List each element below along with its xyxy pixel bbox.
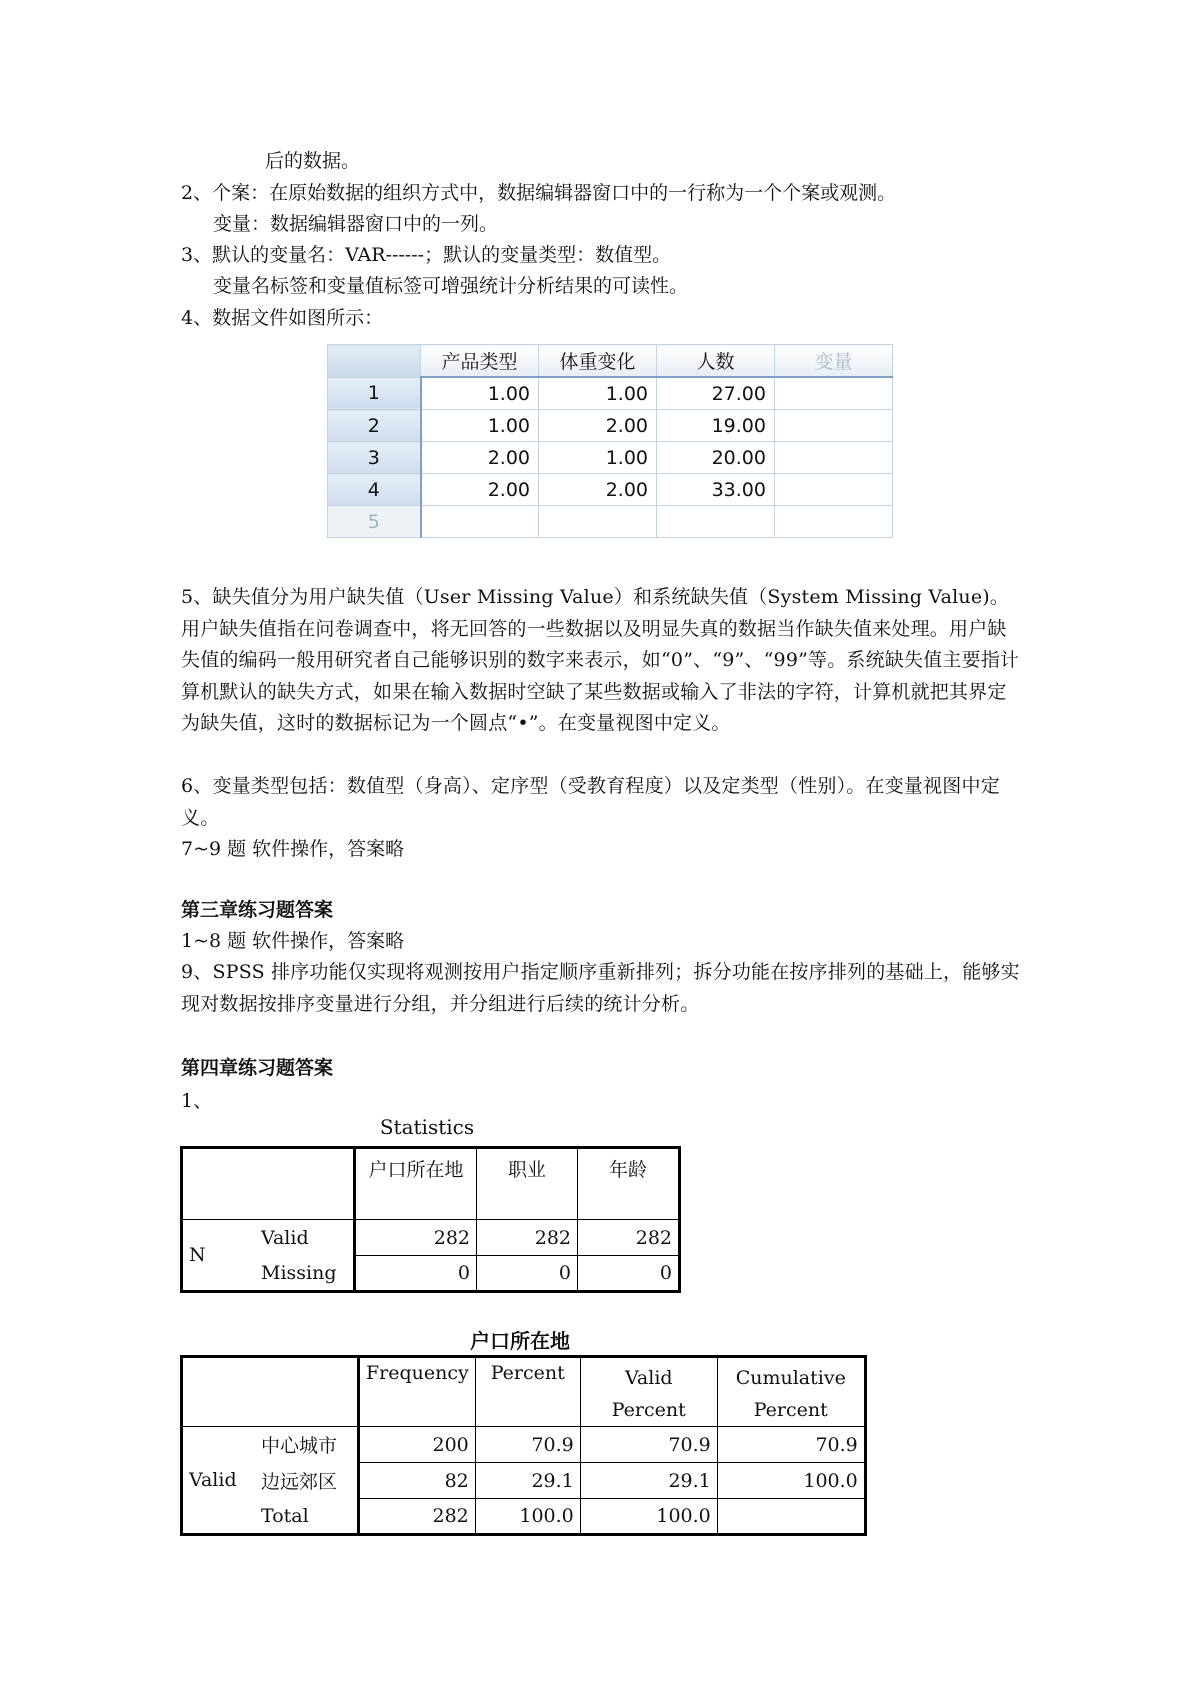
freq-row-label: 中心城市 bbox=[255, 1427, 359, 1463]
column-header: 产品类型 bbox=[421, 345, 539, 378]
chapter-heading: 第三章练习题答案 bbox=[181, 899, 334, 921]
grid-cell: 2.00 bbox=[539, 410, 657, 442]
text-line: 1、 bbox=[181, 1090, 213, 1112]
grid-cell-empty bbox=[775, 474, 893, 506]
stat-n-label: N bbox=[182, 1220, 256, 1292]
grid-cell: 2.00 bbox=[539, 474, 657, 506]
row-number: 2 bbox=[328, 410, 421, 442]
text-line: 变量名标签和变量值标签可增强统计分析结果的可读性。 bbox=[213, 275, 689, 297]
freq-row-label: 边远郊区 bbox=[255, 1463, 359, 1499]
grid-row bbox=[328, 410, 893, 442]
column-header: 体重变化 bbox=[539, 345, 657, 378]
freq-cell: 29.1 bbox=[475, 1463, 580, 1499]
grid-cell: 1.00 bbox=[539, 377, 657, 410]
grid-cell: 33.00 bbox=[657, 474, 775, 506]
freq-cell: 70.9 bbox=[717, 1427, 865, 1463]
stat-corner bbox=[182, 1148, 355, 1220]
text-line: 4、数据文件如图所示： bbox=[181, 307, 384, 329]
grid-cell: 1.00 bbox=[421, 377, 539, 410]
freq-row bbox=[182, 1427, 866, 1463]
stat-col-header: 年龄 bbox=[578, 1148, 680, 1220]
stat-cell: 0 bbox=[477, 1256, 578, 1292]
text-line: 3、默认的变量名：VAR------；默认的变量类型：数值型。 bbox=[181, 244, 672, 266]
grid-row-empty bbox=[328, 506, 893, 538]
freq-col-header: Cumulative Percent bbox=[717, 1357, 865, 1427]
freq-cell: 100.0 bbox=[717, 1463, 865, 1499]
grid-cell-empty bbox=[539, 506, 657, 538]
stat-row-valid bbox=[182, 1220, 680, 1256]
grid-cell-empty bbox=[775, 377, 893, 410]
stat-row-missing bbox=[182, 1256, 680, 1292]
statistics-table bbox=[180, 1146, 681, 1293]
freq-cell: 282 bbox=[359, 1499, 476, 1535]
frequency-table bbox=[180, 1355, 867, 1536]
grid-cell: 19.00 bbox=[657, 410, 775, 442]
freq-group-label: Valid bbox=[182, 1427, 256, 1535]
paragraph-sort-split: 9、SPSS 排序功能仅实现将观测按用户指定顺序重新排列；拆分功能在按序排列的基础上，能够实现对数据按排序变量进行分组，并分组进行后续的统计分析。 bbox=[181, 961, 1020, 1015]
grid-corner bbox=[328, 345, 421, 378]
freq-cell: 100.0 bbox=[475, 1499, 580, 1535]
freq-header-row bbox=[182, 1357, 866, 1427]
text-line: 变量：数据编辑器窗口中的一列。 bbox=[213, 213, 499, 235]
grid-row bbox=[328, 377, 893, 410]
stat-col-header: 户口所在地 bbox=[355, 1148, 477, 1220]
frequency-table-title: 户口所在地 bbox=[470, 1329, 570, 1353]
freq-cell: 100.0 bbox=[580, 1499, 717, 1535]
freq-cell: 82 bbox=[359, 1463, 476, 1499]
grid-cell-empty bbox=[775, 410, 893, 442]
grid-cell: 2.00 bbox=[421, 474, 539, 506]
freq-col-header: Frequency bbox=[359, 1357, 476, 1427]
stat-cell: 282 bbox=[578, 1220, 680, 1256]
row-number-empty: 5 bbox=[328, 506, 421, 538]
text-line: 7~9 题 软件操作，答案略 bbox=[181, 838, 405, 860]
text-line: 2、个案：在原始数据的组织方式中，数据编辑器窗口中的一行称为一个个案或观测。 bbox=[181, 182, 897, 204]
freq-cell: 70.9 bbox=[475, 1427, 580, 1463]
row-number: 1 bbox=[328, 377, 421, 410]
chapter-heading: 第四章练习题答案 bbox=[181, 1057, 334, 1079]
paragraph-variable-types: 6、变量类型包括：数值型（身高）、定序型（受教育程度）以及定类型（性别）。在变量视图中定义。 bbox=[181, 775, 1000, 829]
grid-cell-empty bbox=[657, 506, 775, 538]
row-number: 3 bbox=[328, 442, 421, 474]
grid-header-row bbox=[328, 345, 893, 378]
stat-cell: 0 bbox=[578, 1256, 680, 1292]
freq-col-header: Valid Percent bbox=[580, 1357, 717, 1427]
stat-missing-label: Missing bbox=[255, 1256, 355, 1292]
stat-cell: 0 bbox=[355, 1256, 477, 1292]
stat-header-row bbox=[182, 1148, 680, 1220]
freq-col-header: Percent bbox=[475, 1357, 580, 1427]
grid-cell-empty bbox=[775, 506, 893, 538]
stat-valid-label: Valid bbox=[255, 1220, 355, 1256]
freq-cell: 29.1 bbox=[580, 1463, 717, 1499]
stat-cell: 282 bbox=[477, 1220, 578, 1256]
grid-row bbox=[328, 442, 893, 474]
column-header: 人数 bbox=[657, 345, 775, 378]
freq-row bbox=[182, 1463, 866, 1499]
freq-row-total bbox=[182, 1499, 866, 1535]
grid-cell-empty bbox=[775, 442, 893, 474]
paragraph-missing-values: 5、缺失值分为用户缺失值（User Missing Value）和系统缺失值（System Missing Value)。用户缺失值指在问卷调查中，将无回答的一些数据以及明显失真的数据当作缺失值来处理。用户缺失值的编码一般用研究者自己能够识别的数字来表示，如“0”、“9”、“99”等。系统缺失值主要指计算机默认的缺失方式，如果在输入数据时空缺了某些数据或输入了非法的字符，计算机就把其界定为缺失值，这时的数据标记为一个圆点“•”。在变量视图中定义。 bbox=[181, 586, 1020, 734]
spss-data-grid bbox=[327, 344, 893, 538]
grid-cell-empty bbox=[421, 506, 539, 538]
stat-col-header: 职业 bbox=[477, 1148, 578, 1220]
row-number: 4 bbox=[328, 474, 421, 506]
text-line: 后的数据。 bbox=[265, 150, 361, 172]
grid-cell: 1.00 bbox=[421, 410, 539, 442]
grid-cell: 2.00 bbox=[421, 442, 539, 474]
grid-cell: 1.00 bbox=[539, 442, 657, 474]
freq-cell: 70.9 bbox=[580, 1427, 717, 1463]
grid-row bbox=[328, 474, 893, 506]
freq-cell: 200 bbox=[359, 1427, 476, 1463]
stat-cell: 282 bbox=[355, 1220, 477, 1256]
freq-corner bbox=[182, 1357, 359, 1427]
text-line: 1~8 题 软件操作，答案略 bbox=[181, 930, 405, 952]
grid-cell: 20.00 bbox=[657, 442, 775, 474]
freq-cell bbox=[717, 1499, 865, 1535]
grid-cell: 27.00 bbox=[657, 377, 775, 410]
freq-row-label: Total bbox=[255, 1499, 359, 1535]
statistics-title: Statistics bbox=[379, 1115, 475, 1139]
column-header-empty-var: 变量 bbox=[775, 345, 893, 378]
